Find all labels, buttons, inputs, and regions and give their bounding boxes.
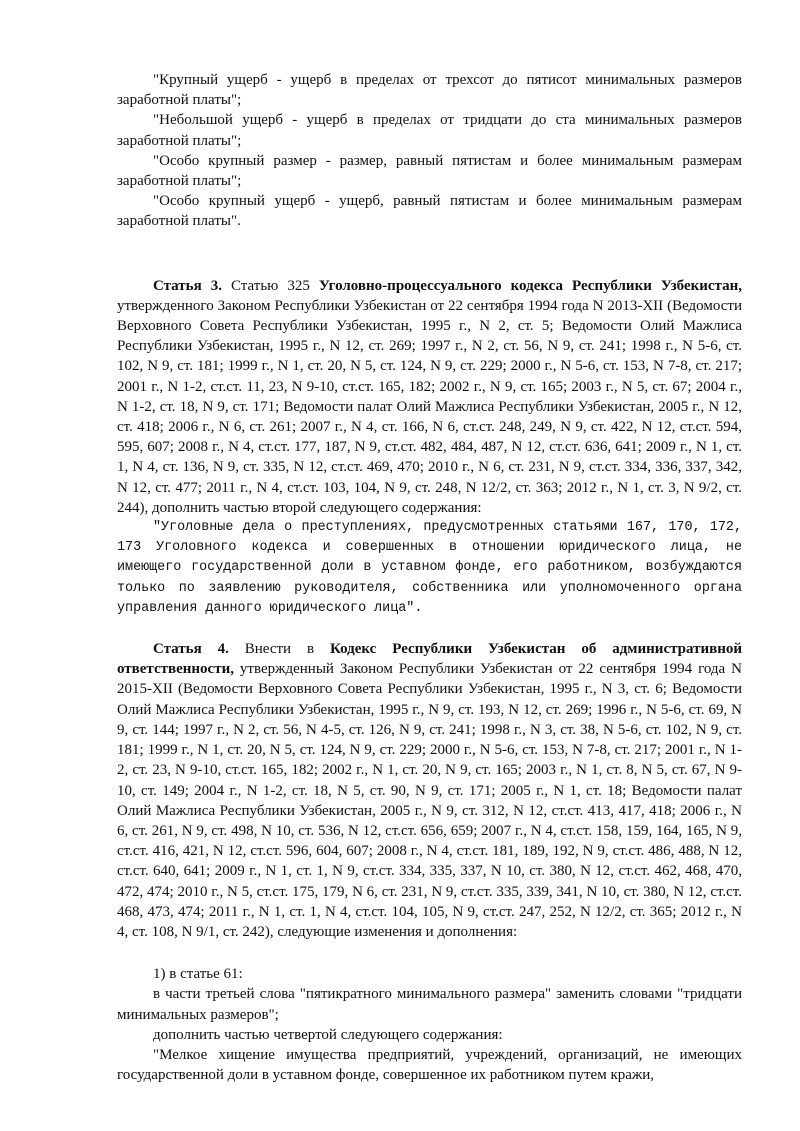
article-4-code-name: Кодекс Республики Узбекистан об административной ответственности, [117, 641, 743, 678]
article-3-body: утвержденного Законом Республики Узбекистан от 22 сентября 1994 года N 2013-XII (Ведомости Верховного Совета Республики Узбекистан, 1995 г., N 2, ст. 5; Ведомости Олий Мажлиса Республики Узбекистан, 1995 г., N 12, ст. 269; 1997 г., N 2, ст. 56, N 9, ст. 241; 1998 г., N 5-6, ст. 102, N 9, ст. 181; 1999 г., N 1, ст. 20, N 5, ст. 124, N 9, ст. 229; 2000 г., N 5-6, ст. 153, N 7-8, ст. 217; 2001 г., N 1-2, ст.ст. 11, 23, N 9-10, ст.ст. 165, 182; 2002 г., N 9, ст. 165; 2003 г., N 5, ст. 67; 2004 г., N 1-2, ст. 18, N 9, ст. 171; Ведомости палат Олий Мажлиса Республики Узбекистан, 2005 г., N 12, ст. 418; 2006 г., N 6, ст. 261; 2007 г., N 4, ст. 166, N 6, ст.ст. 248, 249, N 9, ст. 422, N 12, ст.ст. 594, 595, 607; 2008 г., N 4, ст.ст. 177, 187, N 9, ст.ст. 482, 484, 487, N 12, ст.ст. 636, 641; 2009 г., N 1, ст. 1, N 4, ст. 136, N 9, ст. 335, N 12, ст.ст. 469, 470; 2010 г., N 6, ст. 231, N 9, ст.ст. 334, 336, 337, 342, N 12, ст. 477; 2011 г., N 4, ст.ст. 103, 104, N 9, ст. 248, N 12/2, ст. 363; 2012 г., N 1, ст. 3, N 9/2, ст. 244), дополнить частью второй следующего содержания: [117, 297, 742, 516]
article-3-code-name: Уголовно-процессуального кодекса Республики Узбекистан, [318, 277, 742, 294]
definition-small-damage: "Небольшой ущерб - ущерб в пределах от тридцати до ста минимальных размеров заработной платы"; [117, 112, 742, 149]
article-4-label: Статья 4. [153, 641, 229, 658]
spacer [117, 619, 742, 639]
article-4-item-1-quote: "Мелкое хищение имущества предприятий, учреждений, организаций, не имеющих государственной доли в уставном фонде, совершенное их работником путем кражи, [117, 1046, 742, 1084]
article-4-paragraph [117, 639, 742, 942]
article-4-item-1-add: дополнить частью четвертой следующего содержания: [153, 1026, 503, 1043]
document-page [117, 70, 742, 1085]
article-3-paragraph [117, 276, 742, 518]
spacer [117, 942, 742, 964]
article-4-item-1-replace: в части третьей слова "пятикратного минимального размера" заменить словами "тридцати минимальных размеров"; [117, 986, 742, 1023]
spacer [117, 232, 742, 276]
definition-especially-large-damage: "Особо крупный ущерб - ущерб, равный пятистам и более минимальным размерам заработной платы". [117, 193, 742, 230]
article-3-lead: Статью 325 [221, 277, 319, 294]
article-4-item-1-title: 1) в статье 61: [153, 966, 243, 983]
definition-especially-large-amount: "Особо крупный размер - размер, равный пятистам и более минимальным размерам заработной платы"; [117, 152, 742, 190]
article-3-quote: "Уголовные дела о преступлениях, предусмотренных статьями 167, 170, 172, 173 Уголовного кодекса и совершенных в отношении юридического лица, не имеющего государственной доли в уставном фонде, его работником, возбуждаются только по заявлению руководителя, собственника или уполномоченного органа управления данного юридического лица". [117, 520, 742, 616]
article-3-label: Статья 3. [153, 277, 222, 294]
article-4-lead: Внести в [228, 641, 330, 658]
definition-large-damage: "Крупный ущерб - ущерб в пределах от трехсот до пятисот минимальных размеров заработной платы"; [117, 72, 742, 109]
article-4-body: утвержденный Законом Республики Узбекистан от 22 сентября 1994 года N 2015-XII (Ведомости Верховного Совета Республики Узбекистан, 1995 г., N 3, ст. 6; Ведомости Олий Мажлиса Республики Узбекистан, 1995 г., N 9, ст. 193, N 12, ст. 269; 1996 г., N 5-6, ст. 69, N 9, ст. 144; 1997 г., N 2, ст. 56, N 4-5, ст. 126, N 9, ст. 241; 1998 г., N 3, ст. 38, N 5-6, ст. 102, N 9, ст. 181; 1999 г., N 1, ст. 20, N 5, ст. 124, N 9, ст. 229; 2000 г., N 5-6, ст. 153, N 7-8, ст. 217; 2001 г., N 1-2, ст. 23, N 9-10, ст.ст. 165, 182; 2002 г., N 1, ст. 20, N 9, ст. 165; 2003 г., N 1, ст. 8, N 5, ст. 67, N 9-10, ст. 149; 2004 г., N 1-2, ст. 18, N 5, ст. 90, N 9, ст. 171; 2005 г., N 1, ст. 18; Ведомости палат Олий Мажлиса Республики Узбекистан, 2005 г., N 9, ст. 312, N 12, ст.ст. 413, 417, 418; 2006 г., N 6, ст. 261, N 9, ст. 498, N 10, ст. 536, N 12, ст.ст. 656, 659; 2007 г., N 4, ст.ст. 158, 159, 164, 165, N 9, ст.ст. 416, 421, N 12, ст.ст. 596, 604, 607; 2008 г., N 4, ст.ст. 181, 189, 192, N 9, ст.ст. 486, 488, N 12, ст.ст. 640, 641; 2009 г., N 1, ст. 1, N 9, ст.ст. 334, 335, 337, N 10, ст. 380, N 12, ст.ст. 462, 468, 470, 472, 474; 2010 г., N 5, ст.ст. 175, 179, N 6, ст. 231, N 9, ст.ст. 335, 339, 341, N 10, ст. 380, N 12, ст.ст. 468, 473, 474; 2011 г., N 1, ст. 1, N 4, ст.ст. 104, 105, N 9, ст.ст. 247, 252, N 12/2, ст. 365; 2012 г., N 4, ст. 108, N 9/1, ст. 242), следующие изменения и дополнения: [117, 661, 742, 940]
